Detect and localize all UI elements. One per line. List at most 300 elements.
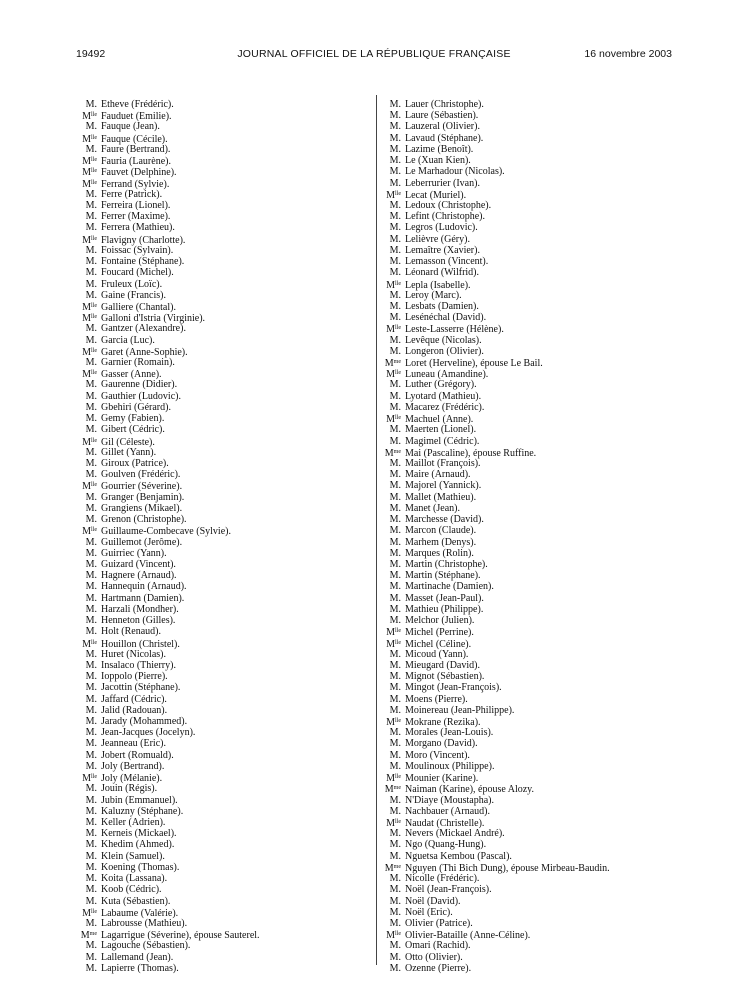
civility-title: M. <box>389 940 401 952</box>
civility-title: $M^{lle}$ <box>82 167 97 179</box>
civility-title: M. <box>85 244 97 256</box>
civility-title: M. <box>389 166 401 178</box>
civility-title: M. <box>85 671 97 683</box>
name-entry <box>78 189 368 200</box>
person-name: Mallet (Mathieu). <box>405 491 477 503</box>
person-name: Mokrane (Rezika). <box>405 717 481 729</box>
person-name: Marcon (Claude). <box>405 525 477 537</box>
civility-title: $M^{lle}$ <box>82 178 97 190</box>
person-name: Moulinoux (Philippe). <box>405 760 495 772</box>
person-name: Ngo (Quang-Hung). <box>405 839 487 851</box>
name-entry <box>78 716 368 727</box>
civility-title: $M^{lle}$ <box>386 414 401 426</box>
name-entry <box>78 424 368 435</box>
person-name: Maillot (François). <box>405 458 481 469</box>
person-name: Hagnere (Arnaud). <box>101 570 177 582</box>
name-entry <box>78 873 368 884</box>
person-name: Ozenne (Pierre). <box>405 962 472 974</box>
civility-title: M. <box>389 525 401 537</box>
civility-title: M. <box>85 267 97 279</box>
civility-title: M. <box>85 749 97 761</box>
name-entry <box>78 559 368 570</box>
person-name: Lauer (Christophe). <box>405 99 484 110</box>
name-entry <box>78 705 368 716</box>
civility-title: M. <box>389 99 401 110</box>
civility-title: $M^{lle}$ <box>386 369 401 381</box>
civility-title: M. <box>389 222 401 234</box>
civility-title: M. <box>389 300 401 312</box>
name-entry <box>382 750 682 761</box>
name-entry <box>382 783 682 794</box>
name-entry <box>382 492 682 503</box>
person-name: Marhem (Denys). <box>405 536 477 548</box>
person-name: Maire (Arnaud). <box>405 469 471 481</box>
person-name: Gillet (Yann). <box>101 446 157 458</box>
civility-title: M. <box>85 805 97 817</box>
civility-title: M. <box>85 817 97 828</box>
civility-title: $M^{lle}$ <box>82 369 97 381</box>
name-entry <box>382 817 682 828</box>
person-name: Guillemot (Jerôme). <box>101 536 183 548</box>
name-entry <box>78 166 368 177</box>
name-entry <box>382 570 682 581</box>
civility-title: $M^{lle}$ <box>82 436 97 448</box>
civility-title: M. <box>85 289 97 301</box>
name-entry <box>382 110 682 121</box>
civility-title: $M^{lle}$ <box>386 638 401 650</box>
civility-title: M. <box>389 458 401 469</box>
civility-title: M. <box>85 390 97 402</box>
name-entry <box>382 402 682 413</box>
civility-title: M. <box>85 951 97 963</box>
person-name: Martin (Stéphane). <box>405 570 481 582</box>
name-entry <box>78 649 368 660</box>
person-name: Noël (Jean-François). <box>405 884 492 896</box>
name-entry <box>382 279 682 290</box>
civility-title: M. <box>389 592 401 604</box>
person-name: Jarady (Mohammed). <box>101 716 188 728</box>
person-name: Michel (Perrine). <box>405 627 474 639</box>
civility-title: M. <box>389 177 401 189</box>
civility-title: M. <box>389 469 401 481</box>
person-name: Huret (Nicolas). <box>101 648 166 660</box>
person-name: Omari (Rachid). <box>405 940 471 952</box>
civility-title: M. <box>85 446 97 458</box>
civility-title: M. <box>389 110 401 122</box>
person-name: Gantzer (Alexandre). <box>101 323 186 335</box>
civility-title: M. <box>389 155 401 167</box>
person-name: Fauria (Laurène). <box>101 156 171 168</box>
name-entry <box>382 716 682 727</box>
name-entry <box>382 480 682 491</box>
person-name: Insalaco (Thierry). <box>101 659 176 671</box>
civility-title: M. <box>389 659 401 671</box>
page-header <box>0 48 748 64</box>
name-entry <box>382 873 682 884</box>
name-entry <box>382 323 682 334</box>
person-name: Luther (Grégory). <box>405 379 477 391</box>
name-entry <box>78 323 368 334</box>
civility-title: M. <box>389 603 401 615</box>
name-entry <box>382 929 682 940</box>
person-name: Ferrer (Maxime). <box>101 211 171 223</box>
person-name: Gourrier (Séverine). <box>101 481 183 493</box>
civility-title: $M^{lle}$ <box>386 930 401 942</box>
civility-title: M. <box>85 839 97 851</box>
civility-title: M. <box>389 536 401 548</box>
person-name: Masset (Jean-Paul). <box>405 592 484 604</box>
name-entry <box>78 682 368 693</box>
name-entry <box>382 604 682 615</box>
name-entry <box>382 469 682 480</box>
civility-title: M. <box>389 917 401 929</box>
civility-title: M. <box>85 256 97 268</box>
civility-title: M. <box>389 379 401 391</box>
person-name: Goulven (Frédéric). <box>101 469 181 481</box>
name-entry <box>382 436 682 447</box>
name-entry <box>382 963 682 974</box>
person-name: Magimel (Cédric). <box>405 435 480 447</box>
name-entry <box>382 155 682 166</box>
person-name: Labrousse (Mathieu). <box>101 917 188 929</box>
name-entry <box>78 761 368 772</box>
person-name: Lemasson (Vincent). <box>405 256 489 268</box>
name-entry <box>78 772 368 783</box>
name-entry <box>78 839 368 850</box>
person-name: Nevers (Mickael André). <box>405 828 505 840</box>
person-name: Loret (Herveline), épouse Le Bail. <box>405 358 543 370</box>
civility-title: $M^{lle}$ <box>386 189 401 201</box>
person-name: Gemy (Fabien). <box>101 413 165 425</box>
name-entry <box>78 368 368 379</box>
civility-title: $M^{lle}$ <box>386 627 401 639</box>
name-entry <box>382 896 682 907</box>
person-name: Faure (Bertrand). <box>101 143 171 155</box>
civility-title: M. <box>85 581 97 593</box>
person-name: Foucard (Michel). <box>101 267 174 279</box>
person-name: Machuel (Anne). <box>405 414 474 426</box>
civility-title: M. <box>389 435 401 447</box>
civility-title: M. <box>85 211 97 223</box>
civility-title: M. <box>85 413 97 425</box>
name-entry <box>78 660 368 671</box>
name-entry <box>78 638 368 649</box>
name-entry <box>78 245 368 256</box>
person-name: Olivier-Bataille (Anne-Céline). <box>405 930 531 942</box>
person-name: Henneton (Gilles). <box>101 615 176 627</box>
person-name: Morales (Jean-Louis). <box>405 727 494 739</box>
civility-title: M. <box>85 188 97 200</box>
name-entry <box>382 211 682 222</box>
name-entry <box>78 940 368 951</box>
name-entry <box>78 918 368 929</box>
civility-title: M. <box>85 917 97 929</box>
civility-title: M. <box>389 547 401 559</box>
name-entry <box>382 537 682 548</box>
name-entry <box>382 99 682 110</box>
person-name: Ferre (Patrick). <box>101 188 163 200</box>
civility-title: M. <box>85 536 97 548</box>
name-entry <box>78 907 368 918</box>
person-name: Gibert (Cédric). <box>101 424 165 436</box>
person-name: Kaluzny (Stéphane). <box>101 805 184 817</box>
civility-title: M. <box>389 682 401 694</box>
civility-title: M. <box>389 581 401 593</box>
person-name: Naiman (Karine), épouse Alozy. <box>405 784 535 796</box>
person-name: Koening (Thomas). <box>101 861 180 873</box>
civility-title: M. <box>389 334 401 346</box>
person-name: Jalid (Radouan). <box>101 704 168 716</box>
person-name: Gil (Céleste). <box>101 436 155 448</box>
person-name: Nguetsa Kembou (Pascal). <box>405 850 512 862</box>
name-entry <box>382 694 682 705</box>
civility-title: M. <box>389 615 401 627</box>
name-entry <box>78 514 368 525</box>
person-name: Gasser (Anne). <box>101 369 162 381</box>
person-name: Ledoux (Christophe). <box>405 199 492 211</box>
publication-date: 16 novembre 2003 <box>584 48 672 60</box>
name-entry <box>78 480 368 491</box>
name-entry <box>78 110 368 121</box>
name-entry <box>382 671 682 682</box>
person-name: Marchesse (David). <box>405 514 484 526</box>
person-name: Gbehiri (Gérard). <box>101 401 171 413</box>
civility-title: M. <box>389 906 401 918</box>
person-name: Léonard (Wilfrid). <box>405 267 480 279</box>
person-name: Moens (Pierre). <box>405 693 468 705</box>
person-name: Mieugard (David). <box>405 659 480 671</box>
civility-title: M. <box>85 794 97 806</box>
civility-title: M. <box>85 357 97 369</box>
civility-title: M. <box>389 244 401 256</box>
person-name: Jacottin (Stéphane). <box>101 682 181 694</box>
civility-title: M. <box>85 199 97 211</box>
name-entry <box>78 581 368 592</box>
civility-title: M. <box>85 99 97 110</box>
name-entry <box>78 200 368 211</box>
name-entry <box>382 682 682 693</box>
civility-title: M. <box>389 794 401 806</box>
person-name: Labaume (Valérie). <box>101 907 179 919</box>
civility-title: M. <box>389 693 401 705</box>
civility-title: M. <box>85 547 97 559</box>
name-entry <box>382 121 682 132</box>
person-name: Le Marhadour (Nicolas). <box>405 166 505 178</box>
person-name: Noël (Eric). <box>405 906 453 918</box>
person-name: Flavigny (Charlotte). <box>101 234 186 246</box>
name-entry <box>382 907 682 918</box>
civility-title: M. <box>85 682 97 694</box>
person-name: Morgano (David). <box>405 738 478 750</box>
person-name: Lecat (Muriel). <box>405 189 467 201</box>
civility-title: M. <box>389 390 401 402</box>
civility-title: M. <box>85 603 97 615</box>
name-entry <box>382 862 682 873</box>
person-name: Foissac (Sylvain). <box>101 244 174 256</box>
name-entry <box>382 559 682 570</box>
name-entry <box>78 671 368 682</box>
name-entry <box>78 783 368 794</box>
person-name: Martinache (Damien). <box>405 581 494 593</box>
name-entry <box>382 806 682 817</box>
name-entry <box>78 357 368 368</box>
civility-title: M. <box>85 278 97 290</box>
civility-title: M. <box>85 626 97 638</box>
person-name: Kuta (Sébastien). <box>101 895 171 907</box>
civility-title: M. <box>389 502 401 514</box>
person-name: Granger (Benjamin). <box>101 491 185 503</box>
name-entry <box>382 234 682 245</box>
person-name: Harzali (Mondher). <box>101 603 179 615</box>
name-entry <box>382 346 682 357</box>
person-name: Moro (Vincent). <box>405 749 470 761</box>
person-name: Maerten (Lionel). <box>405 424 477 436</box>
name-entry <box>382 178 682 189</box>
civility-title: M. <box>85 716 97 728</box>
person-name: Khedim (Ahmed). <box>101 839 175 851</box>
person-name: Laure (Sébastien). <box>405 110 479 122</box>
name-entry <box>78 144 368 155</box>
name-entry <box>382 593 682 604</box>
name-entry <box>78 806 368 817</box>
civility-title: M. <box>85 962 97 974</box>
civility-title: M. <box>389 570 401 582</box>
person-name: Keller (Adrien). <box>101 817 166 828</box>
civility-title: M. <box>85 615 97 627</box>
civility-title: M. <box>85 648 97 660</box>
civility-title: $M^{me}$ <box>80 930 97 942</box>
civility-title: $M^{lle}$ <box>82 156 97 168</box>
civility-title: M. <box>389 828 401 840</box>
name-entry <box>78 256 368 267</box>
person-name: Fruleux (Loïc). <box>101 278 163 290</box>
person-name: Fauque (Cécile). <box>101 133 168 145</box>
civility-title: $M^{me}$ <box>384 358 401 370</box>
civility-title: M. <box>85 693 97 705</box>
name-entry <box>78 133 368 144</box>
person-name: Fauque (Jean). <box>101 121 160 133</box>
name-entry <box>382 200 682 211</box>
name-entry <box>382 705 682 716</box>
person-name: Lallemand (Jean). <box>101 951 174 963</box>
name-entry <box>78 626 368 637</box>
person-name: Martin (Christophe). <box>405 558 488 570</box>
person-name: Mingot (Jean-François). <box>405 682 502 694</box>
civility-title: M. <box>85 222 97 234</box>
name-entry <box>382 424 682 435</box>
name-entry <box>382 312 682 323</box>
name-entry <box>382 727 682 738</box>
civility-title: M. <box>85 828 97 840</box>
person-name: Ferreira (Lionel). <box>101 199 171 211</box>
name-entry <box>382 133 682 144</box>
name-entry <box>78 379 368 390</box>
civility-title: M. <box>389 514 401 526</box>
person-name: Galloni d'Istria (Virginie). <box>101 313 206 325</box>
person-name: Fontaine (Stéphane). <box>101 256 185 268</box>
civility-title: M. <box>389 121 401 133</box>
civility-title: M. <box>389 132 401 144</box>
name-entry <box>382 548 682 559</box>
name-entry <box>382 301 682 312</box>
name-entry <box>78 694 368 705</box>
name-entry <box>382 772 682 783</box>
person-name: Gaine (Francis). <box>101 289 166 301</box>
name-entry <box>382 458 682 469</box>
person-name: Klein (Samuel). <box>101 850 165 862</box>
person-name: Luneau (Amandine). <box>405 369 489 381</box>
name-entry <box>382 166 682 177</box>
name-entry <box>78 593 368 604</box>
person-name: Joly (Bertrand). <box>101 760 165 772</box>
name-entry <box>382 649 682 660</box>
name-entry <box>78 615 368 626</box>
name-entry <box>78 952 368 963</box>
person-name: Marques (Rolin). <box>405 547 474 559</box>
name-entry <box>382 335 682 346</box>
civility-title: M. <box>389 491 401 503</box>
civility-title: M. <box>389 143 401 155</box>
civility-title: M. <box>389 289 401 301</box>
person-name: Lapierre (Thomas). <box>101 962 179 974</box>
person-name: Mai (Pascaline), épouse Ruffine. <box>405 447 537 459</box>
name-entry <box>382 413 682 424</box>
civility-title: $M^{lle}$ <box>82 301 97 313</box>
name-entry <box>78 738 368 749</box>
person-name: Manet (Jean). <box>405 502 460 514</box>
name-entry <box>78 750 368 761</box>
civility-title: M. <box>389 839 401 851</box>
person-name: Grangiens (Mikael). <box>101 502 183 514</box>
name-entry <box>382 839 682 850</box>
person-name: Michel (Céline). <box>405 638 472 650</box>
person-name: Lefint (Christophe). <box>405 211 485 223</box>
civility-title: M. <box>85 659 97 671</box>
civility-title: M. <box>85 783 97 795</box>
civility-title: M. <box>389 233 401 245</box>
name-entry <box>382 738 682 749</box>
civility-title: M. <box>389 401 401 413</box>
civility-title: M. <box>389 895 401 907</box>
person-name: Fauvet (Delphine). <box>101 167 177 179</box>
civility-title: $M^{lle}$ <box>82 346 97 358</box>
civility-title: $M^{me}$ <box>384 784 401 796</box>
name-entry <box>78 402 368 413</box>
civility-title: M. <box>85 143 97 155</box>
name-entry <box>78 727 368 738</box>
person-name: Levêque (Nicolas). <box>405 334 482 346</box>
name-entry <box>78 963 368 974</box>
name-entry <box>382 189 682 200</box>
name-entry <box>78 492 368 503</box>
civility-title: M. <box>389 211 401 223</box>
civility-title: M. <box>389 805 401 817</box>
person-name: Lazime (Benoît). <box>405 143 474 155</box>
civility-title: M. <box>389 727 401 739</box>
name-entry <box>382 828 682 839</box>
name-entry <box>78 851 368 862</box>
civility-title: M. <box>389 424 401 436</box>
person-name: Lagarrigue (Séverine), épouse Sauterel. <box>101 930 260 942</box>
civility-title: M. <box>85 491 97 503</box>
name-entry <box>382 391 682 402</box>
civility-title: M. <box>85 458 97 469</box>
person-name: Hannequin (Arnaud). <box>101 581 187 593</box>
name-entry <box>78 570 368 581</box>
name-entry <box>78 828 368 839</box>
name-entry <box>382 503 682 514</box>
name-entry <box>382 581 682 592</box>
